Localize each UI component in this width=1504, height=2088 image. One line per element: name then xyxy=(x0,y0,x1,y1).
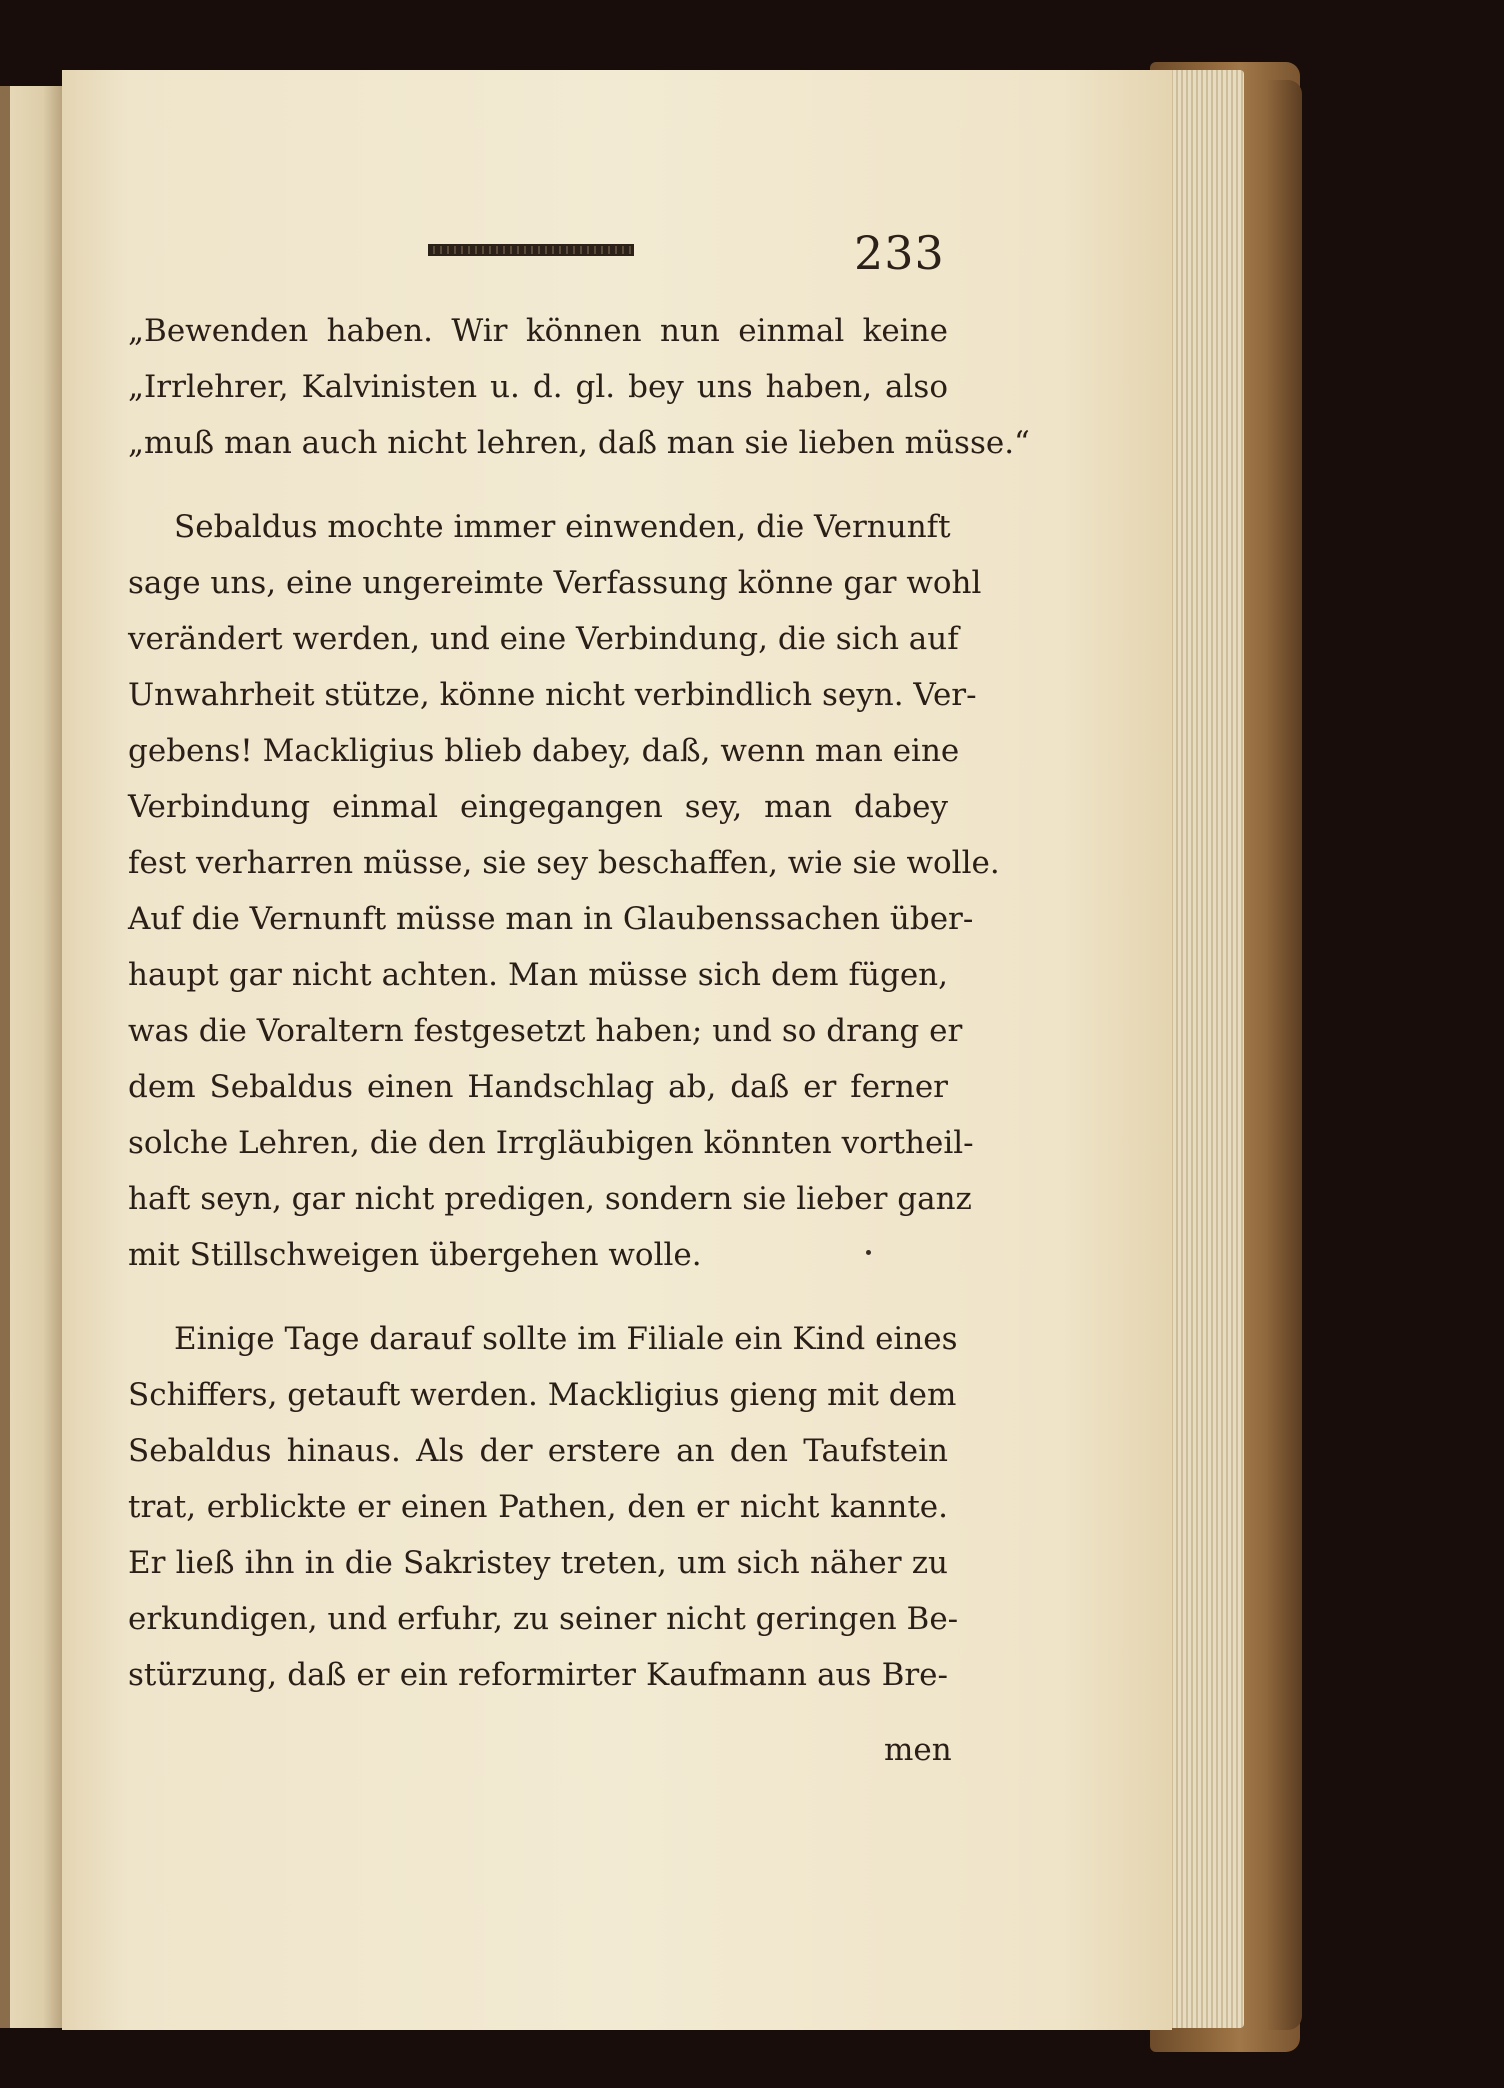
text-line: haupt gar nicht achten. Man müsse sich dem fügen, xyxy=(128,957,948,993)
text-line: Auf die Vernunft müsse man in Glaubenssachen über- xyxy=(128,901,974,937)
text-line: haft seyn, gar nicht predigen, sondern sie lieber ganz xyxy=(128,1181,972,1217)
header-rule xyxy=(428,244,634,256)
text-line: „Bewenden haben. Wir können nun einmal keine xyxy=(128,313,948,349)
book-cover-edge xyxy=(1268,80,1302,2030)
text-line: solche Lehren, die den Irrgläubigen könnten vortheil- xyxy=(128,1125,974,1161)
text-line: was die Voraltern festgesetzt haben; und so drang er xyxy=(128,1013,963,1049)
previous-page-edge xyxy=(0,86,65,2028)
text-line: Sebaldus mochte immer einwenden, die Vernunft xyxy=(174,509,951,545)
text-line: Unwahrheit stütze, könne nicht verbindlich seyn. Ver- xyxy=(128,677,977,713)
ink-spot xyxy=(866,1250,871,1255)
text-line: trat, erblickte er einen Pathen, den er nicht kannte. xyxy=(128,1489,948,1525)
text-line: Einige Tage darauf sollte im Filiale ein Kind eines xyxy=(174,1321,958,1357)
text-line: „Irrlehrer, Kalvinisten u. d. gl. bey uns haben, also xyxy=(128,369,948,405)
previous-page-shadow xyxy=(0,86,10,2028)
page-number: 233 xyxy=(854,226,945,280)
text-line: Sebaldus hinaus. Als der erstere an den Taufstein xyxy=(128,1433,948,1469)
text-line: Er ließ ihn in die Sakristey treten, um sich näher zu xyxy=(128,1545,948,1581)
text-line: mit Stillschweigen übergehen wolle. xyxy=(128,1237,702,1273)
text-line: erkundigen, und erfuhr, zu seiner nicht geringen Be- xyxy=(128,1601,959,1637)
text-line: dem Sebaldus einen Handschlag ab, daß er ferner xyxy=(128,1069,948,1105)
text-line: Schiffers, getauft werden. Mackligius gieng mit dem xyxy=(128,1377,957,1413)
text-line: verändert werden, und eine Verbindung, die sich auf xyxy=(128,621,959,657)
text-line: sage uns, eine ungereimte Verfassung könne gar wohl xyxy=(128,565,982,601)
catchword: men xyxy=(884,1732,952,1768)
text-line: gebens! Mackligius blieb dabey, daß, wenn man eine xyxy=(128,733,960,769)
text-line: „muß man auch nicht lehren, daß man sie lieben müsse.“ xyxy=(128,425,1030,461)
text-line: stürzung, daß er ein reformirter Kaufmann aus Bre- xyxy=(128,1657,948,1693)
text-line: fest verharren müsse, sie sey beschaffen, wie sie wolle. xyxy=(128,845,1000,881)
text-line: Verbindung einmal eingegangen sey, man dabey xyxy=(128,789,948,825)
